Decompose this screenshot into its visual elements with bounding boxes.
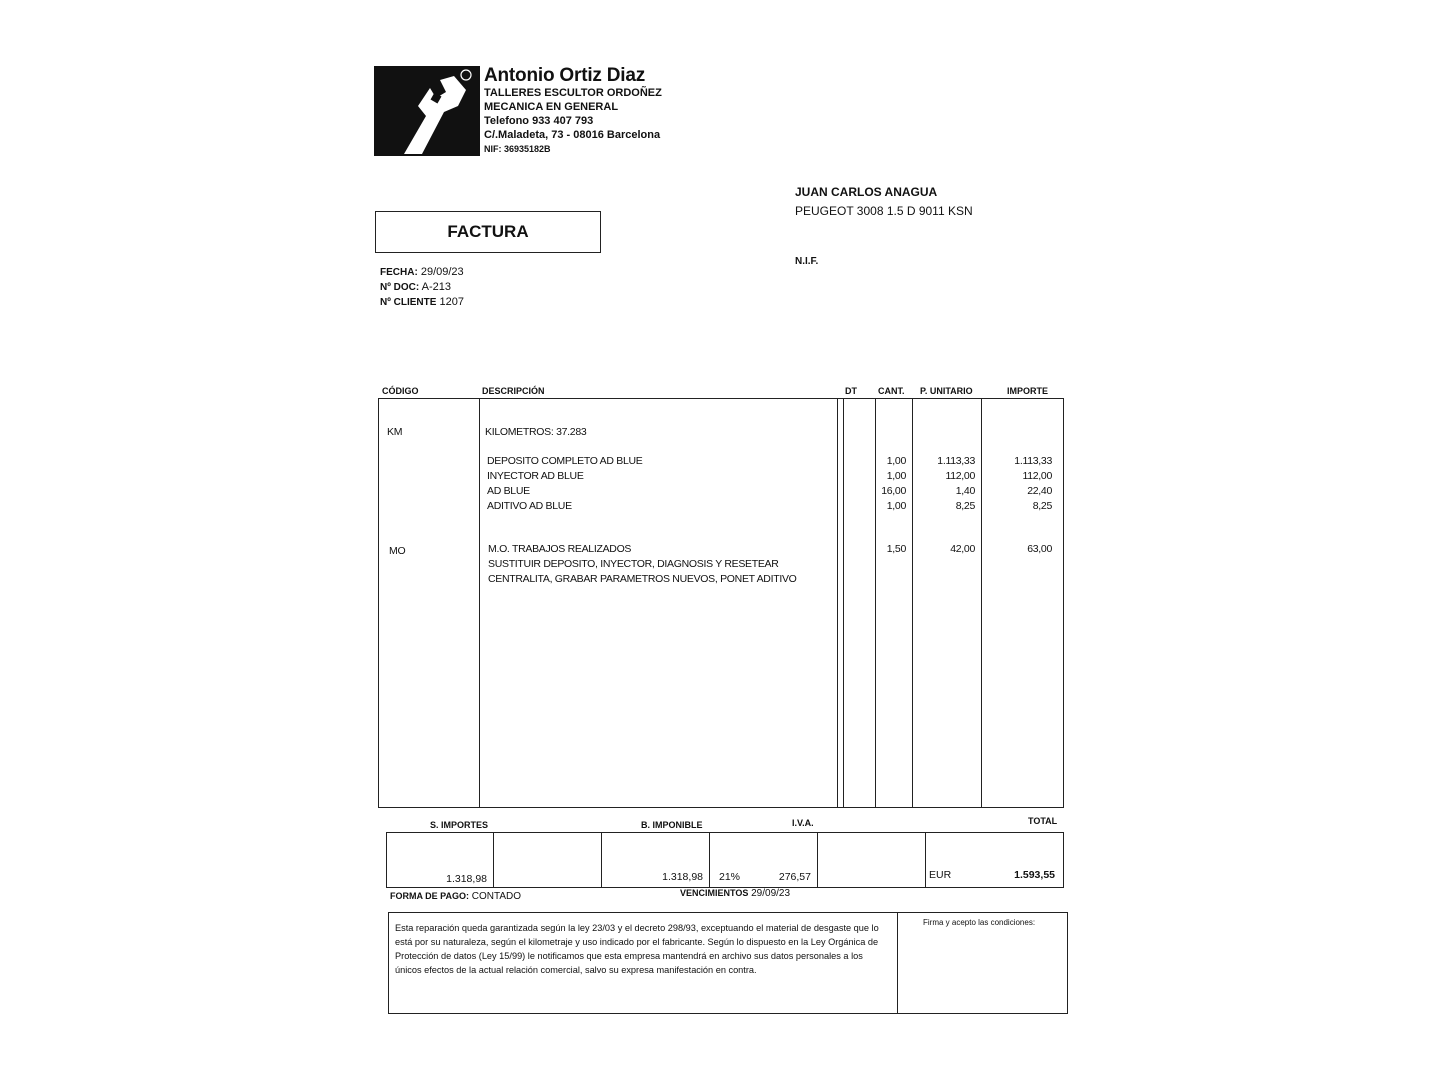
doc-value: A-213 bbox=[421, 281, 452, 293]
header-unitario: P. UNITARIO bbox=[920, 386, 973, 396]
column-divider bbox=[837, 399, 838, 807]
column-divider bbox=[817, 833, 818, 887]
company-activity: MECANICA EN GENERAL bbox=[484, 101, 619, 113]
item-importe: 8,25 bbox=[1032, 500, 1052, 512]
item-cant: 1,00 bbox=[886, 455, 906, 467]
company-header bbox=[484, 66, 662, 156]
header-dt: DT bbox=[845, 386, 857, 396]
item-amounts bbox=[982, 454, 1052, 514]
item-unit: 1,40 bbox=[955, 485, 975, 497]
column-divider bbox=[897, 913, 898, 1013]
column-divider bbox=[601, 833, 602, 887]
terms-text: Esta reparación queda garantizada según la ley 23/03 y el decreto 298/93, exceptuando el material de desgaste que lo está por su naturaleza, según el kilometraje y uso indicado por el fabricante. Según lo dispuesto en la Ley Orgánica de Protección de datos (Ley 15/99) le notificamos que esta empresa mantendrá en archivo sus datos personales a los únicos efectos de la actual relación comercial, salvo su expresa manifestación en contra. bbox=[395, 923, 879, 975]
s-importes-label: S. IMPORTES bbox=[430, 820, 489, 830]
column-divider bbox=[709, 833, 710, 887]
vencimientos-value: 29/09/23 bbox=[751, 888, 791, 899]
mo-unit: 42,00 bbox=[950, 543, 975, 555]
doc-label: Nº DOC: bbox=[380, 282, 420, 293]
km-code: KM bbox=[387, 426, 403, 438]
cliente-value: 1207 bbox=[439, 296, 464, 308]
item-cant: 16,00 bbox=[881, 485, 906, 497]
mo-description bbox=[488, 542, 797, 587]
item-cant: 1,00 bbox=[886, 470, 906, 482]
item-desc: ADITIVO AD BLUE bbox=[487, 500, 572, 512]
header-descripcion: DESCRIPCIÓN bbox=[482, 386, 545, 396]
iva-percent: 21% bbox=[719, 871, 741, 883]
client-vehicle: PEUGEOT 3008 1.5 D 9011 KSN bbox=[795, 204, 973, 218]
column-divider bbox=[925, 833, 926, 887]
client-name: JUAN CARLOS ANAGUA bbox=[795, 185, 938, 199]
b-imponible-label: B. IMPONIBLE bbox=[641, 820, 703, 830]
mo-code: MO bbox=[389, 545, 406, 557]
signature-label: Firma y acepto las condiciones: bbox=[923, 918, 1036, 927]
payment-method bbox=[390, 891, 521, 902]
item-quantities bbox=[876, 454, 906, 514]
iva-label: I.V.A. bbox=[792, 818, 814, 828]
mo-importe: 63,00 bbox=[1027, 543, 1052, 555]
company-nif: NIF: 36935182B bbox=[484, 144, 551, 154]
company-phone: Telefono 933 407 793 bbox=[484, 115, 594, 127]
cliente-label: Nº CLIENTE bbox=[380, 297, 437, 308]
header-cant: CANT. bbox=[878, 386, 905, 396]
totals-box bbox=[386, 832, 1064, 888]
item-importe: 112,00 bbox=[1022, 470, 1052, 482]
s-importes-value: 1.318,98 bbox=[446, 873, 487, 885]
terms-box bbox=[388, 912, 1068, 1014]
items-table bbox=[378, 398, 1064, 808]
client-nif-label: N.I.F. bbox=[795, 256, 819, 267]
km-description: KILOMETROS: 37.283 bbox=[485, 426, 587, 438]
wrench-icon bbox=[374, 66, 480, 156]
company-name: Antonio Ortiz Diaz bbox=[484, 65, 646, 86]
document-info bbox=[380, 265, 464, 310]
total-label: TOTAL bbox=[1028, 816, 1058, 826]
mo-desc-line: M.O. TRABAJOS REALIZADOS bbox=[488, 543, 632, 555]
column-divider bbox=[479, 399, 480, 807]
item-desc: INYECTOR AD BLUE bbox=[487, 470, 584, 482]
column-divider bbox=[493, 833, 494, 887]
iva-value: 276,57 bbox=[778, 871, 811, 883]
item-desc: DEPOSITO COMPLETO AD BLUE bbox=[487, 455, 643, 467]
fecha-value: 29/09/23 bbox=[420, 266, 464, 278]
item-unit-prices bbox=[913, 454, 975, 514]
company-workshop: TALLERES ESCULTOR ORDOÑEZ bbox=[484, 87, 662, 99]
document-title: FACTURA bbox=[375, 211, 601, 253]
forma-pago-label: FORMA DE PAGO: bbox=[390, 891, 469, 901]
mo-cant: 1,50 bbox=[886, 543, 906, 555]
item-unit: 8,25 bbox=[955, 500, 975, 512]
forma-pago-value: CONTADO bbox=[471, 891, 522, 902]
mo-desc-line: SUSTITUIR DEPOSITO, INYECTOR, DIAGNOSIS Y RESETEAR bbox=[488, 558, 779, 570]
item-unit: 1.113,33 bbox=[937, 455, 975, 467]
column-divider bbox=[843, 399, 844, 807]
item-importe: 1.113,33 bbox=[1014, 455, 1052, 467]
item-importe: 22,40 bbox=[1027, 485, 1052, 497]
vencimientos-label: VENCIMIENTOS bbox=[680, 888, 749, 898]
due-date bbox=[680, 888, 790, 899]
company-address: C/.Maladeta, 73 - 08016 Barcelona bbox=[484, 129, 661, 141]
total-value: 1.593,55 bbox=[1014, 869, 1055, 881]
client-block bbox=[795, 183, 973, 221]
item-cant: 1,00 bbox=[886, 500, 906, 512]
header-importe: IMPORTE bbox=[1007, 386, 1049, 396]
fecha-label: FECHA: bbox=[380, 267, 418, 278]
item-desc: AD BLUE bbox=[487, 485, 530, 497]
currency: EUR bbox=[929, 869, 952, 881]
item-descriptions bbox=[487, 454, 643, 514]
item-unit: 112,00 bbox=[945, 470, 975, 482]
header-codigo: CÓDIGO bbox=[382, 386, 419, 396]
b-imponible-value: 1.318,98 bbox=[662, 871, 703, 883]
mo-desc-line: CENTRALITA, GRABAR PARAMETROS NUEVOS, PONET ADITIVO bbox=[488, 573, 797, 585]
